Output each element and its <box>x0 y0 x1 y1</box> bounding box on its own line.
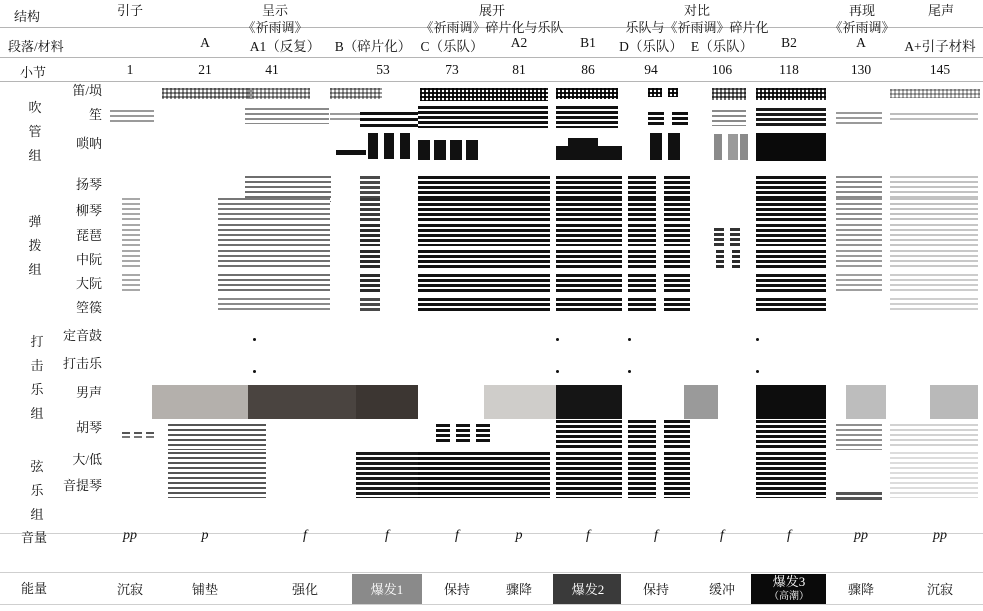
dynamic-marking: f <box>385 528 389 543</box>
texture-segment <box>930 385 978 419</box>
texture-segment <box>664 224 690 246</box>
texture-segment <box>756 198 826 222</box>
texture-segment <box>714 228 724 246</box>
texture-segment <box>890 298 978 310</box>
material-label: B（碎片化） <box>334 39 412 54</box>
texture-segment <box>836 424 882 450</box>
texture-segment <box>740 134 748 160</box>
instrument-group-label: 打 击 乐 组 <box>30 334 44 421</box>
texture-segment <box>732 250 740 270</box>
texture-segment <box>684 385 718 419</box>
texture-segment <box>418 140 430 160</box>
material-label: A <box>856 35 866 50</box>
texture-segment <box>664 274 690 294</box>
texture-segment <box>134 436 142 438</box>
dynamic-marking: pp <box>933 528 947 543</box>
dynamic-marking: p <box>515 528 523 543</box>
texture-segment <box>436 424 450 444</box>
texture-segment <box>836 274 882 294</box>
instrument-label: 中阮 <box>75 252 102 267</box>
texture-segment <box>836 224 882 246</box>
texture-segment <box>628 420 656 450</box>
material-label: A2 <box>510 35 528 50</box>
texture-segment <box>836 492 882 500</box>
instrument-label: 箜篌 <box>75 300 102 315</box>
measure-number: 86 <box>581 62 595 77</box>
energy-cell: 爆发3 （高潮） <box>751 574 827 604</box>
texture-segment <box>360 274 380 294</box>
accent-dot <box>253 370 256 373</box>
texture-segment <box>556 224 622 246</box>
instrument-label: 扬琴 <box>75 177 102 192</box>
instrument-label: 男声 <box>75 385 102 400</box>
accent-dot <box>756 338 759 341</box>
texture-segment <box>714 134 722 160</box>
material-label: B2 <box>781 35 797 50</box>
dynamic-marking: f <box>787 528 791 543</box>
energy-cell: 骤降 <box>826 574 896 604</box>
texture-segment <box>484 385 556 419</box>
texture-segment <box>836 198 882 222</box>
texture-segment <box>890 89 980 98</box>
texture-segment <box>418 224 550 246</box>
instrument-label: 打击乐 <box>62 356 102 371</box>
row-header-measure: 小节 <box>20 65 47 80</box>
row-header-material: 段落/材料 <box>8 39 64 54</box>
structure-section: 尾声 <box>927 3 954 18</box>
material-label: A <box>200 35 210 50</box>
texture-segment <box>146 432 154 434</box>
texture-segment <box>668 88 678 97</box>
instrument-label: 大阮 <box>75 276 102 291</box>
structure-section: 呈示 《祈雨调》 <box>242 3 308 35</box>
texture-segment <box>122 224 140 246</box>
instrument-label: 定音鼓 <box>62 328 102 343</box>
measure-number: 94 <box>644 62 658 77</box>
structure-section: 对比 乐队与《祈雨调》碎片化 <box>625 3 769 35</box>
texture-segment <box>556 420 622 450</box>
texture-segment <box>664 198 690 222</box>
texture-segment <box>218 250 330 270</box>
material-label: A1（反复） <box>249 39 321 54</box>
energy-cell: 骤降 <box>484 574 554 604</box>
texture-segment <box>756 274 826 294</box>
texture-segment <box>890 274 978 294</box>
dynamic-marking: p <box>201 528 209 543</box>
texture-segment <box>628 298 656 312</box>
texture-segment <box>134 432 142 434</box>
texture-segment <box>122 250 140 270</box>
texture-segment <box>450 140 462 160</box>
texture-segment <box>628 250 656 270</box>
texture-segment <box>162 88 254 99</box>
measure-number: 41 <box>265 62 279 77</box>
texture-segment <box>110 110 154 122</box>
texture-segment <box>400 133 410 159</box>
texture-segment <box>890 198 978 222</box>
material-label: D（乐队） <box>619 39 683 54</box>
measure-number: 21 <box>198 62 212 77</box>
dynamic-marking: f <box>455 528 459 543</box>
texture-segment <box>628 274 656 294</box>
texture-segment <box>218 298 330 312</box>
row-header-structure: 结构 <box>14 9 41 24</box>
instrument-group-label: 吹 管 组 <box>28 100 42 163</box>
texture-segment <box>556 146 622 160</box>
structure-section: 展开 《祈雨调》碎片化与乐队 <box>420 3 564 35</box>
texture-segment <box>890 224 978 246</box>
texture-segment <box>418 298 550 312</box>
structure-section: 再现 《祈雨调》 <box>829 3 895 35</box>
texture-segment <box>218 224 330 246</box>
texture-segment <box>568 138 598 148</box>
texture-segment <box>418 250 550 270</box>
instrument-label: 胡琴 <box>75 420 102 435</box>
energy-cell: 保持 <box>621 574 691 604</box>
dynamics-label: 音量 <box>20 530 47 545</box>
texture-segment <box>756 452 826 498</box>
energy-cell: 保持 <box>422 574 492 604</box>
dynamic-marking: f <box>654 528 658 543</box>
texture-segment <box>716 250 724 270</box>
measure-number: 145 <box>929 62 951 77</box>
texture-segment <box>330 88 382 99</box>
accent-dot <box>253 338 256 341</box>
texture-segment <box>664 250 690 270</box>
energy-cell: 爆发1 <box>352 574 422 604</box>
texture-segment <box>122 274 140 294</box>
texture-segment <box>330 113 362 123</box>
accent-dot <box>628 338 631 341</box>
texture-segment <box>664 452 690 498</box>
texture-segment <box>836 250 882 270</box>
dynamic-marking: f <box>586 528 590 543</box>
texture-segment <box>628 224 656 246</box>
texture-segment <box>556 385 622 419</box>
dynamic-marking: f <box>303 528 307 543</box>
texture-segment <box>360 250 380 270</box>
texture-segment <box>122 432 130 434</box>
material-label: A+引子材料 <box>904 39 976 54</box>
texture-segment <box>756 298 826 312</box>
measure-number: 130 <box>850 62 872 77</box>
material-label: B1 <box>580 35 596 50</box>
texture-segment <box>756 108 826 126</box>
texture-segment <box>168 424 266 450</box>
instrument-label: 笙 <box>88 107 102 122</box>
energy-cell: 缓冲 <box>687 574 757 604</box>
energy-label: 能量 <box>20 581 47 596</box>
instrument-label: 琵琶 <box>75 228 102 243</box>
texture-segment <box>420 88 548 101</box>
texture-segment <box>168 452 266 498</box>
texture-segment <box>846 385 886 419</box>
energy-cell: 铺垫 <box>170 574 240 604</box>
accent-dot <box>756 370 759 373</box>
texture-segment <box>756 385 826 419</box>
divider <box>0 572 983 573</box>
texture-segment <box>890 250 978 270</box>
instrument-label: 大/低 <box>72 452 102 467</box>
energy-cell: 爆发2 <box>553 574 623 604</box>
texture-segment <box>152 385 248 419</box>
texture-segment <box>756 224 826 246</box>
texture-segment <box>628 198 656 222</box>
measure-number: 53 <box>376 62 390 77</box>
texture-segment <box>556 250 622 270</box>
texture-segment <box>664 298 690 312</box>
texture-segment <box>245 108 329 124</box>
texture-segment <box>218 198 330 222</box>
accent-dot <box>556 338 559 341</box>
texture-segment <box>712 88 746 100</box>
texture-segment <box>668 133 680 160</box>
texture-segment <box>384 133 394 159</box>
texture-segment <box>360 198 380 222</box>
energy-cell: 强化 <box>270 574 340 604</box>
instrument-group-label: 弦 乐 组 <box>30 459 44 522</box>
texture-segment <box>466 140 478 160</box>
texture-segment <box>218 274 330 294</box>
texture-segment <box>756 420 826 450</box>
dynamic-marking: pp <box>854 528 868 543</box>
texture-segment <box>418 274 550 294</box>
texture-segment <box>418 452 550 498</box>
measure-number: 81 <box>512 62 526 77</box>
texture-segment <box>728 134 738 160</box>
texture-segment <box>648 88 662 97</box>
texture-segment <box>556 88 618 99</box>
texture-segment <box>360 224 380 246</box>
divider <box>0 604 983 605</box>
texture-segment <box>664 420 690 450</box>
material-label: E（乐队） <box>690 39 754 54</box>
texture-segment <box>556 452 622 498</box>
texture-segment <box>356 385 418 419</box>
texture-segment <box>248 88 310 99</box>
texture-segment <box>356 452 418 498</box>
texture-segment <box>650 133 662 160</box>
measure-number: 1 <box>126 62 134 77</box>
texture-segment <box>556 198 622 222</box>
accent-dot <box>556 370 559 373</box>
texture-segment <box>418 198 550 222</box>
instrument-label: 音提琴 <box>62 478 102 493</box>
texture-segment <box>368 133 378 159</box>
texture-segment <box>456 424 470 444</box>
divider <box>0 81 983 82</box>
texture-segment <box>628 452 656 498</box>
instrument-group-label: 弹 拨 组 <box>28 214 42 277</box>
texture-segment <box>730 228 740 246</box>
instrument-label: 笛/埙 <box>72 83 102 98</box>
texture-segment <box>556 106 618 128</box>
texture-segment <box>890 452 978 498</box>
texture-segment <box>476 424 490 444</box>
texture-segment <box>890 424 978 448</box>
texture-segment <box>122 198 140 222</box>
texture-segment <box>556 274 622 294</box>
measure-number: 73 <box>445 62 459 77</box>
measure-number: 118 <box>779 62 799 77</box>
texture-segment <box>336 150 366 155</box>
texture-segment <box>890 113 978 122</box>
instrument-label: 柳琴 <box>75 203 102 218</box>
texture-segment <box>648 112 664 126</box>
material-label: C（乐队） <box>420 39 484 54</box>
texture-segment <box>756 250 826 270</box>
texture-segment <box>712 110 746 126</box>
texture-segment <box>434 140 446 160</box>
texture-segment <box>756 88 826 100</box>
texture-segment <box>418 106 548 128</box>
texture-segment <box>756 133 826 161</box>
dynamic-marking: pp <box>123 528 137 543</box>
energy-cell: 沉寂 <box>905 574 975 604</box>
texture-segment <box>360 298 380 312</box>
texture-segment <box>146 436 154 438</box>
texture-segment <box>836 112 882 124</box>
dynamic-marking: f <box>720 528 724 543</box>
divider <box>0 57 983 58</box>
energy-cell: 沉寂 <box>95 574 165 604</box>
accent-dot <box>628 370 631 373</box>
texture-segment <box>248 385 356 419</box>
measure-number: 106 <box>711 62 733 77</box>
structure-section: 引子 <box>116 3 143 18</box>
texture-segment <box>122 436 130 438</box>
texture-segment <box>556 298 622 312</box>
texture-segment <box>672 112 688 126</box>
instrument-label: 唢呐 <box>75 136 102 151</box>
